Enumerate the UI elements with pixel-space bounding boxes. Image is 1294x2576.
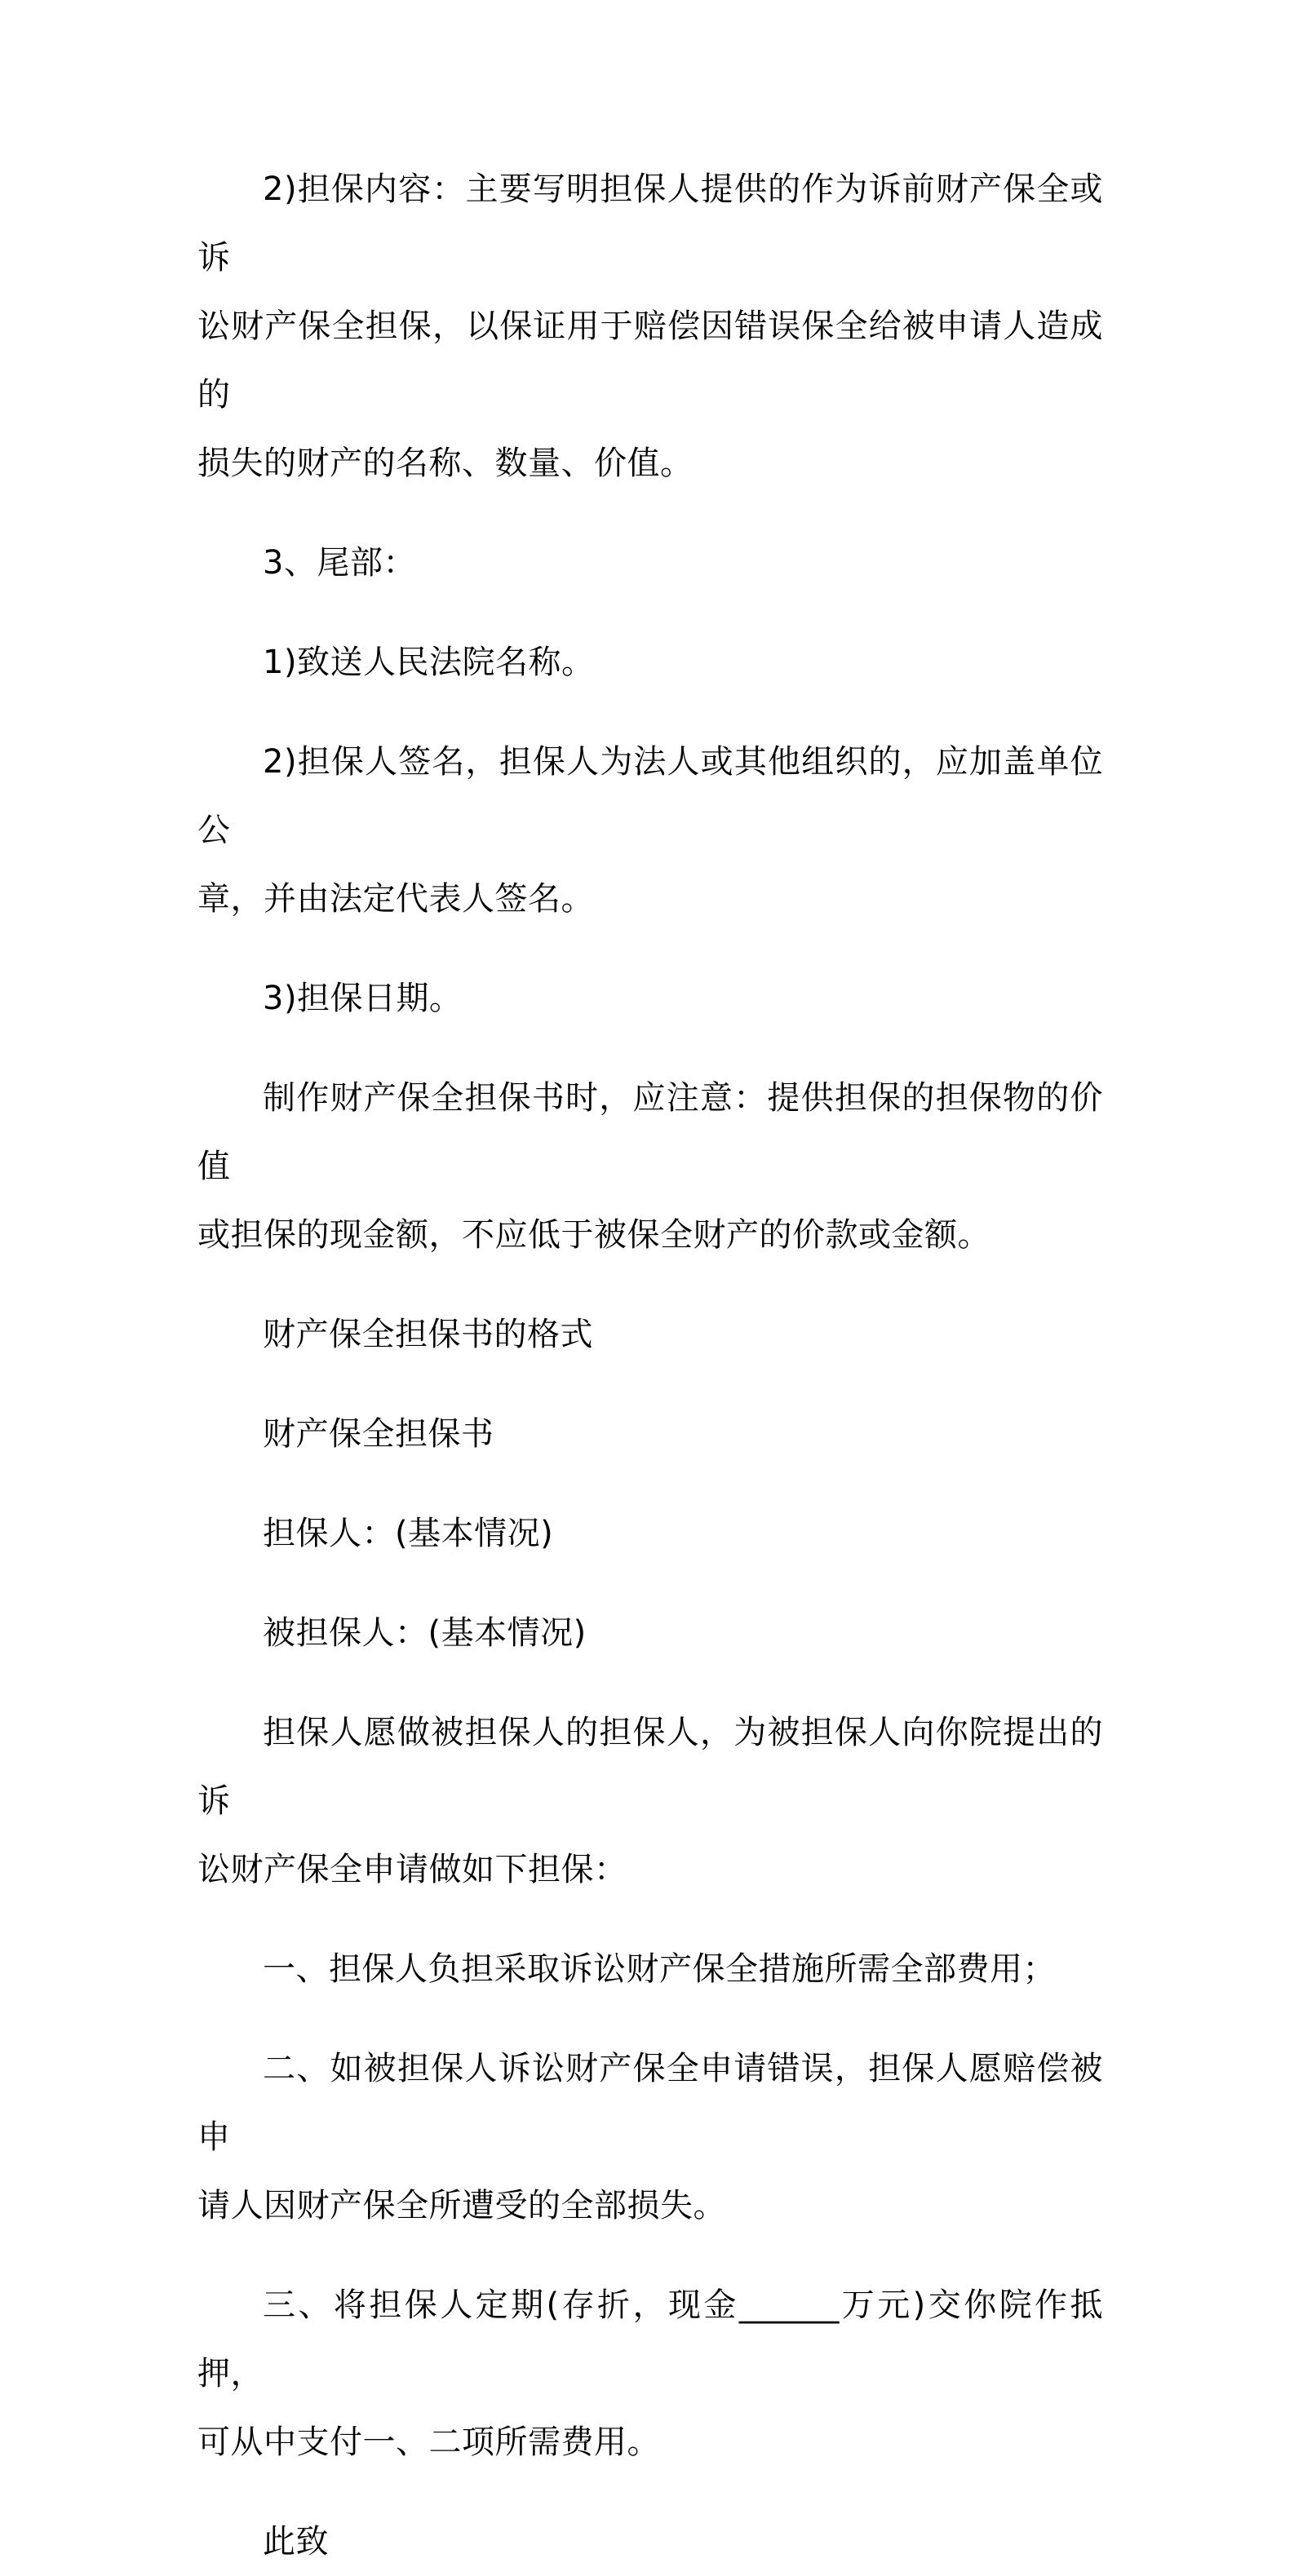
text-line: 1)致送人民法院名称。 <box>263 644 595 681</box>
text-line: 财产保全担保书 <box>263 1415 494 1453</box>
paragraph-document-title <box>197 1400 1103 1468</box>
text-line: 3)担保日期。 <box>263 980 463 1017</box>
paragraph-guarantee-content <box>197 155 1103 498</box>
text-line: 章，并由法定代表人签名。 <box>197 880 594 918</box>
text-line: 二、如被担保人诉讼财产保全申请错误，担保人愿赔偿被申 <box>197 2050 1103 2156</box>
text-line: 担保人愿做被担保人的担保人，为被担保人向你院提出的诉 <box>197 1714 1103 1820</box>
paragraph-guarantor <box>197 1499 1103 1568</box>
paragraph-court-name <box>197 628 1103 697</box>
paragraph-guarantee-date <box>197 964 1103 1033</box>
text-line: 三、将担保人定期(存折，现金______万元)交你院作抵押， <box>197 2286 1103 2392</box>
text-line: 财产保全担保书的格式 <box>263 1316 593 1353</box>
paragraph-item-one <box>197 1935 1103 2003</box>
paragraph-format-heading <box>197 1300 1103 1369</box>
text-line: 可从中支付一、二项所需费用。 <box>197 2423 660 2461</box>
text-line: 2)担保人签名，担保人为法人或其他组织的，应加盖单位公 <box>197 743 1103 849</box>
text-line: 制作财产保全担保书时，应注意：提供担保的担保物的价值 <box>197 1079 1103 1185</box>
paragraph-closing <box>197 2507 1103 2576</box>
paragraph-signature <box>197 728 1103 933</box>
paragraph-guaranteed-party <box>197 1599 1103 1667</box>
paragraph-ending-heading <box>197 529 1103 597</box>
text-line: 3、尾部： <box>263 544 416 582</box>
document-page <box>197 155 1103 2576</box>
paragraph-item-two <box>197 2034 1103 2240</box>
text-line: 此致 <box>263 2523 329 2561</box>
text-line: 请人因财产保全所遭受的全部损失。 <box>197 2187 726 2224</box>
text-line: 被担保人：(基本情况) <box>263 1614 587 1652</box>
text-line: 讼财产保全担保，以保证用于赔偿因错误保全给被申请人造成的 <box>197 308 1103 414</box>
paragraph-notice <box>197 1064 1103 1269</box>
paragraph-guarantee-statement <box>197 1698 1103 1904</box>
text-line: 一、担保人负担采取诉讼财产保全措施所需全部费用； <box>263 1950 1056 1988</box>
text-line: 或担保的现金额，不应低于被保全财产的价款或金额。 <box>197 1216 990 1254</box>
text-line: 损失的财产的名称、数量、价值。 <box>197 445 694 482</box>
paragraph-item-three <box>197 2271 1103 2476</box>
text-line: 2)担保内容：主要写明担保人提供的作为诉前财产保全或诉 <box>197 170 1103 277</box>
text-line: 担保人：(基本情况) <box>263 1515 554 1552</box>
text-line: 讼财产保全申请做如下担保： <box>197 1851 627 1888</box>
